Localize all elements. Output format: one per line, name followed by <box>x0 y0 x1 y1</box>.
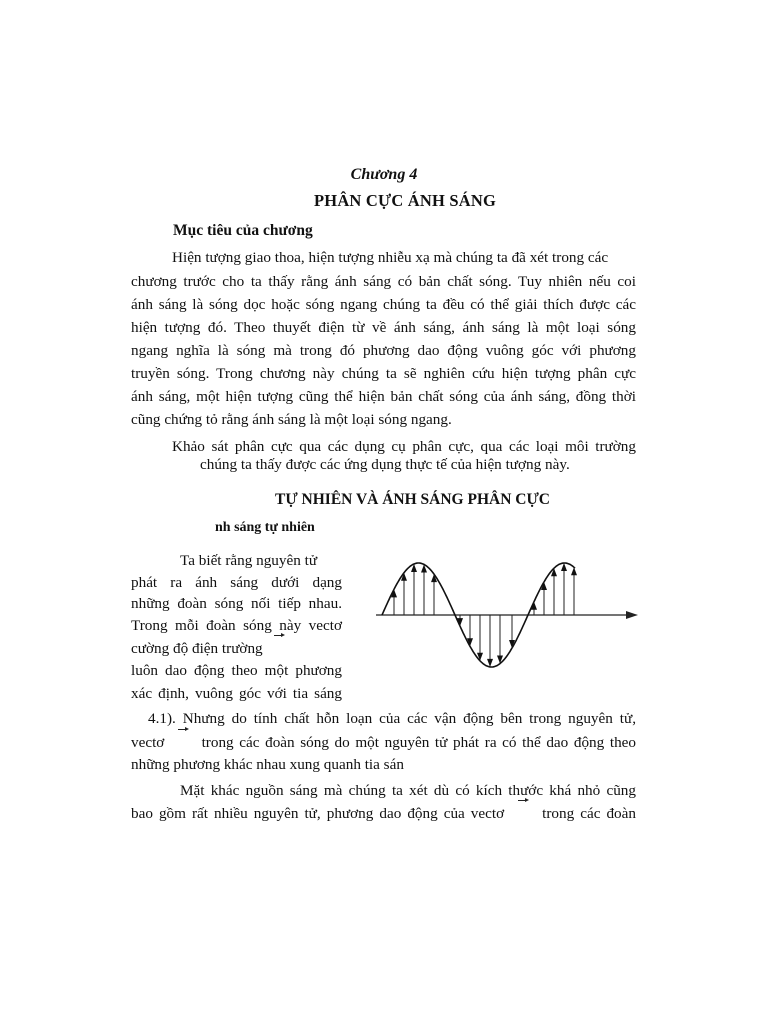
vector-arrow-icon <box>176 731 190 741</box>
vector-arrow-icon <box>516 802 530 812</box>
section-heading: TỰ NHIÊN VÀ ÁNH SÁNG PHÂN CỰC <box>275 491 550 508</box>
objectives-line: chúng ta thấy được các ứng dụng thực tế của hiện tượng này. <box>200 456 570 473</box>
side-text-line: Trong mỗi đoàn sóng này vectơ <box>131 617 342 634</box>
side-text-line: xác định, vuông góc với tia sáng <box>131 685 342 702</box>
objectives-line: ngang nghĩa là sóng mà trong đó phương dao động vuông góc với phương <box>131 342 636 359</box>
field-vector-arrow-icon <box>571 567 577 575</box>
body-line-end: trong các đoàn sóng do một nguyên tử phát ra có thể dao động theo <box>201 734 637 751</box>
objectives-line: Khảo sát phân cực qua các dụng cụ phân cực, qua các loại môi trường <box>172 438 636 455</box>
side-text-line: những đoàn sóng nối tiếp nhau. <box>131 595 342 612</box>
objectives-line: hiện tượng đó. Theo thuyết điện từ về ánh sáng, ánh sáng là một loại sóng <box>131 319 636 336</box>
wave-diagram-group <box>376 563 638 667</box>
chapter-title: PHÂN CỰC ÁNH SÁNG <box>314 191 496 210</box>
body-line-end: trong các đoàn <box>542 805 636 822</box>
body-line <box>131 731 636 755</box>
objectives-line: cũng chứng tỏ rằng ánh sáng là một loại sóng ngang. <box>131 411 452 428</box>
side-text-line: luôn dao động theo một phương <box>131 662 342 679</box>
polarized-wave-diagram <box>376 554 640 670</box>
body-line-start: bao gồm rất nhiều nguyên tử, phương dao động của vectơ <box>131 805 505 822</box>
subsection-heading: nh sáng tự nhiên <box>215 520 315 535</box>
body-line <box>131 802 636 826</box>
objectives-line: chương trước cho ta thấy rằng ánh sáng có bản chất sóng. Tuy nhiên nếu coi <box>131 273 636 290</box>
objectives-line: truyền sóng. Trong chương này chúng ta sẽ nghiên cứu hiện tượng phân cực <box>131 365 636 382</box>
side-text-line: phát ra ánh sáng dưới dạng <box>131 574 342 591</box>
objectives-line: Hiện tượng giao thoa, hiện tượng nhiễu xạ mà chúng ta đã xét trong các <box>172 249 609 266</box>
body-line-start: vectơ <box>131 734 165 751</box>
field-vector-arrow-icon <box>561 563 567 571</box>
objectives-heading: Mục tiêu của chương <box>173 222 313 239</box>
side-text-line: Ta biết rằng nguyên tử <box>180 552 318 569</box>
body-line: 4.1). Nhưng do tính chất hỗn loạn của các vận động bên trong nguyên tử, <box>148 710 636 727</box>
side-text-line <box>131 637 286 661</box>
vector-arrow-icon <box>272 637 286 647</box>
objectives-line: ánh sáng là sóng dọc hoặc sóng ngang chúng ta đều có thể giải thích được các <box>131 296 636 313</box>
axis-arrow-icon <box>626 611 638 619</box>
body-line: những phương khác nhau xung quanh tia sán <box>131 756 404 773</box>
chapter-number: Chương 4 <box>350 166 418 183</box>
body-line: Mặt khác nguồn sáng mà chúng ta xét dù có kích thước khá nhỏ cũng <box>180 782 636 799</box>
objectives-line: ánh sáng, một hiện tượng cũng thể hiện bản chất sóng của ánh sáng, đồng thời <box>131 388 636 405</box>
side-text-line-words: cường độ điện trường <box>131 640 263 657</box>
